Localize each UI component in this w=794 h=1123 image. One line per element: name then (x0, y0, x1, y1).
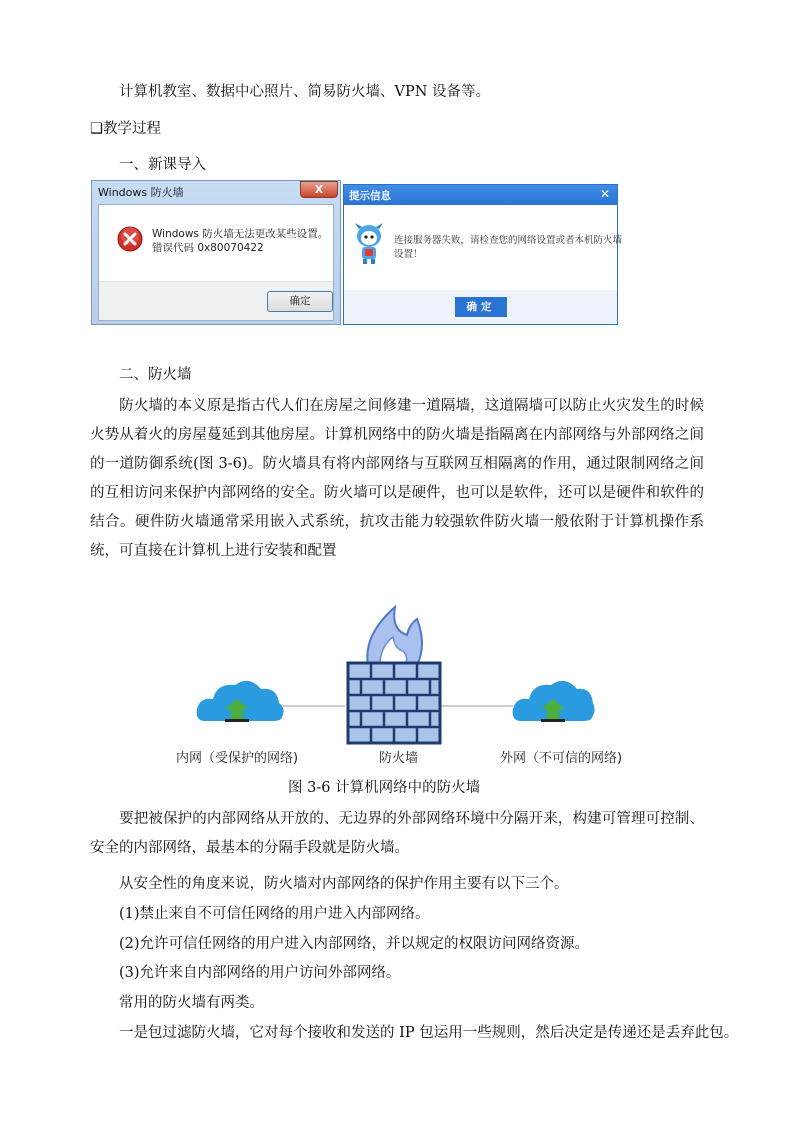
subheading-intro: 一、新课导入 (119, 157, 206, 173)
section-heading: ❑教学过程 (90, 121, 161, 137)
paragraph-firewall-definition (90, 392, 704, 566)
label-outer-network: 外网（不可信的网络) (500, 751, 623, 766)
outer-network-cloud-icon (513, 681, 595, 722)
error-icon (117, 226, 143, 252)
text-line-packet-filter: 一是包过滤防火墙，它对每个接收和发送的 IP 包运用一些规则，然后决定是传递还是丢弃此包。 (119, 1025, 739, 1041)
paragraph-text: 要把被保护的内部网络从开放的、无边界的外部网络环境中分隔开来，构建可管理可控制、安全的内部网络，最基本的分隔手段就是防火墙。 (90, 811, 704, 856)
firewall-wall-icon (348, 607, 440, 743)
dialog-title: Windows 防火墙 (98, 186, 184, 199)
subheading-firewall: 二、防火墙 (119, 367, 192, 383)
close-icon[interactable]: ✕ (599, 187, 610, 201)
windows-firewall-dialog (91, 180, 341, 325)
prompt-line-1: 连接服务器失败，请检查您的网络设置或者本机防火墙 (394, 235, 623, 246)
message-line-1: Windows 防火墙无法更改某些设置。 (152, 228, 329, 240)
prompt-line-2: 设置！ (394, 249, 423, 260)
prompt-message (394, 234, 622, 262)
paragraph-text: 防火墙的本义原是指古代人们在房屋之间修建一道隔墙，这道隔墙可以防止火灾发生的时候火势从着火的房屋蔓延到其他房屋。计算机网络中的防火墙是指隔离在内部网络与外部网络之间的一道防御系统(图 3-6)。防火墙具有将内部网络与互联网互相隔离的作用，通过限制网络之间的互相访问来保护内部网络的安全。防火墙可以是硬件，也可以是软件，还可以是硬件和软件的结合。硬件防火墙通常采用嵌入式系统，抗攻击能力较强软件防火墙一般依附于计算机操作系统，可直接在计算机上进行安装和配置 (90, 398, 704, 559)
label-firewall: 防火墙 (379, 751, 419, 766)
dialog-body (98, 204, 334, 321)
prompt-footer (344, 290, 617, 324)
mascot-icon (351, 221, 387, 265)
dialog-footer (99, 281, 333, 320)
prompt-title-bar (344, 185, 617, 205)
paragraph-isolation (90, 805, 704, 863)
text-line-security: 从安全性的角度来说，防火墙对内部网络的保护作用主要有以下三个。 (119, 876, 569, 892)
list-item-2: (2)允许可信任网络的用户进入内部网络，并以规定的权限访问网络资源。 (119, 936, 590, 952)
materials-line: 计算机教室、数据中心照片、简易防火墙、VPN 设备等。 (119, 84, 491, 100)
message-line-2: 错误代码 0x80070422 (152, 242, 264, 254)
list-item-3: (3)允许来自内部网络的用户访问外部网络。 (119, 965, 401, 981)
prompt-dialog (343, 184, 623, 325)
close-button[interactable]: X (300, 181, 338, 198)
confirm-button[interactable]: 确定 (455, 297, 507, 317)
label-inner-network: 内网（受保护的网络) (176, 751, 299, 766)
dialog-message (152, 227, 328, 255)
firewall-diagram (195, 605, 595, 747)
inner-network-cloud-icon (197, 681, 284, 722)
list-item-1: (1)禁止来自不可信任网络的用户进入内部网络。 (119, 906, 430, 922)
text-line-types: 常用的防火墙有两类。 (119, 995, 264, 1011)
ok-button[interactable]: 确定 (267, 291, 333, 312)
prompt-title: 提示信息 (349, 190, 391, 202)
figure-caption: 图 3-6 计算机网络中的防火墙 (288, 780, 481, 796)
